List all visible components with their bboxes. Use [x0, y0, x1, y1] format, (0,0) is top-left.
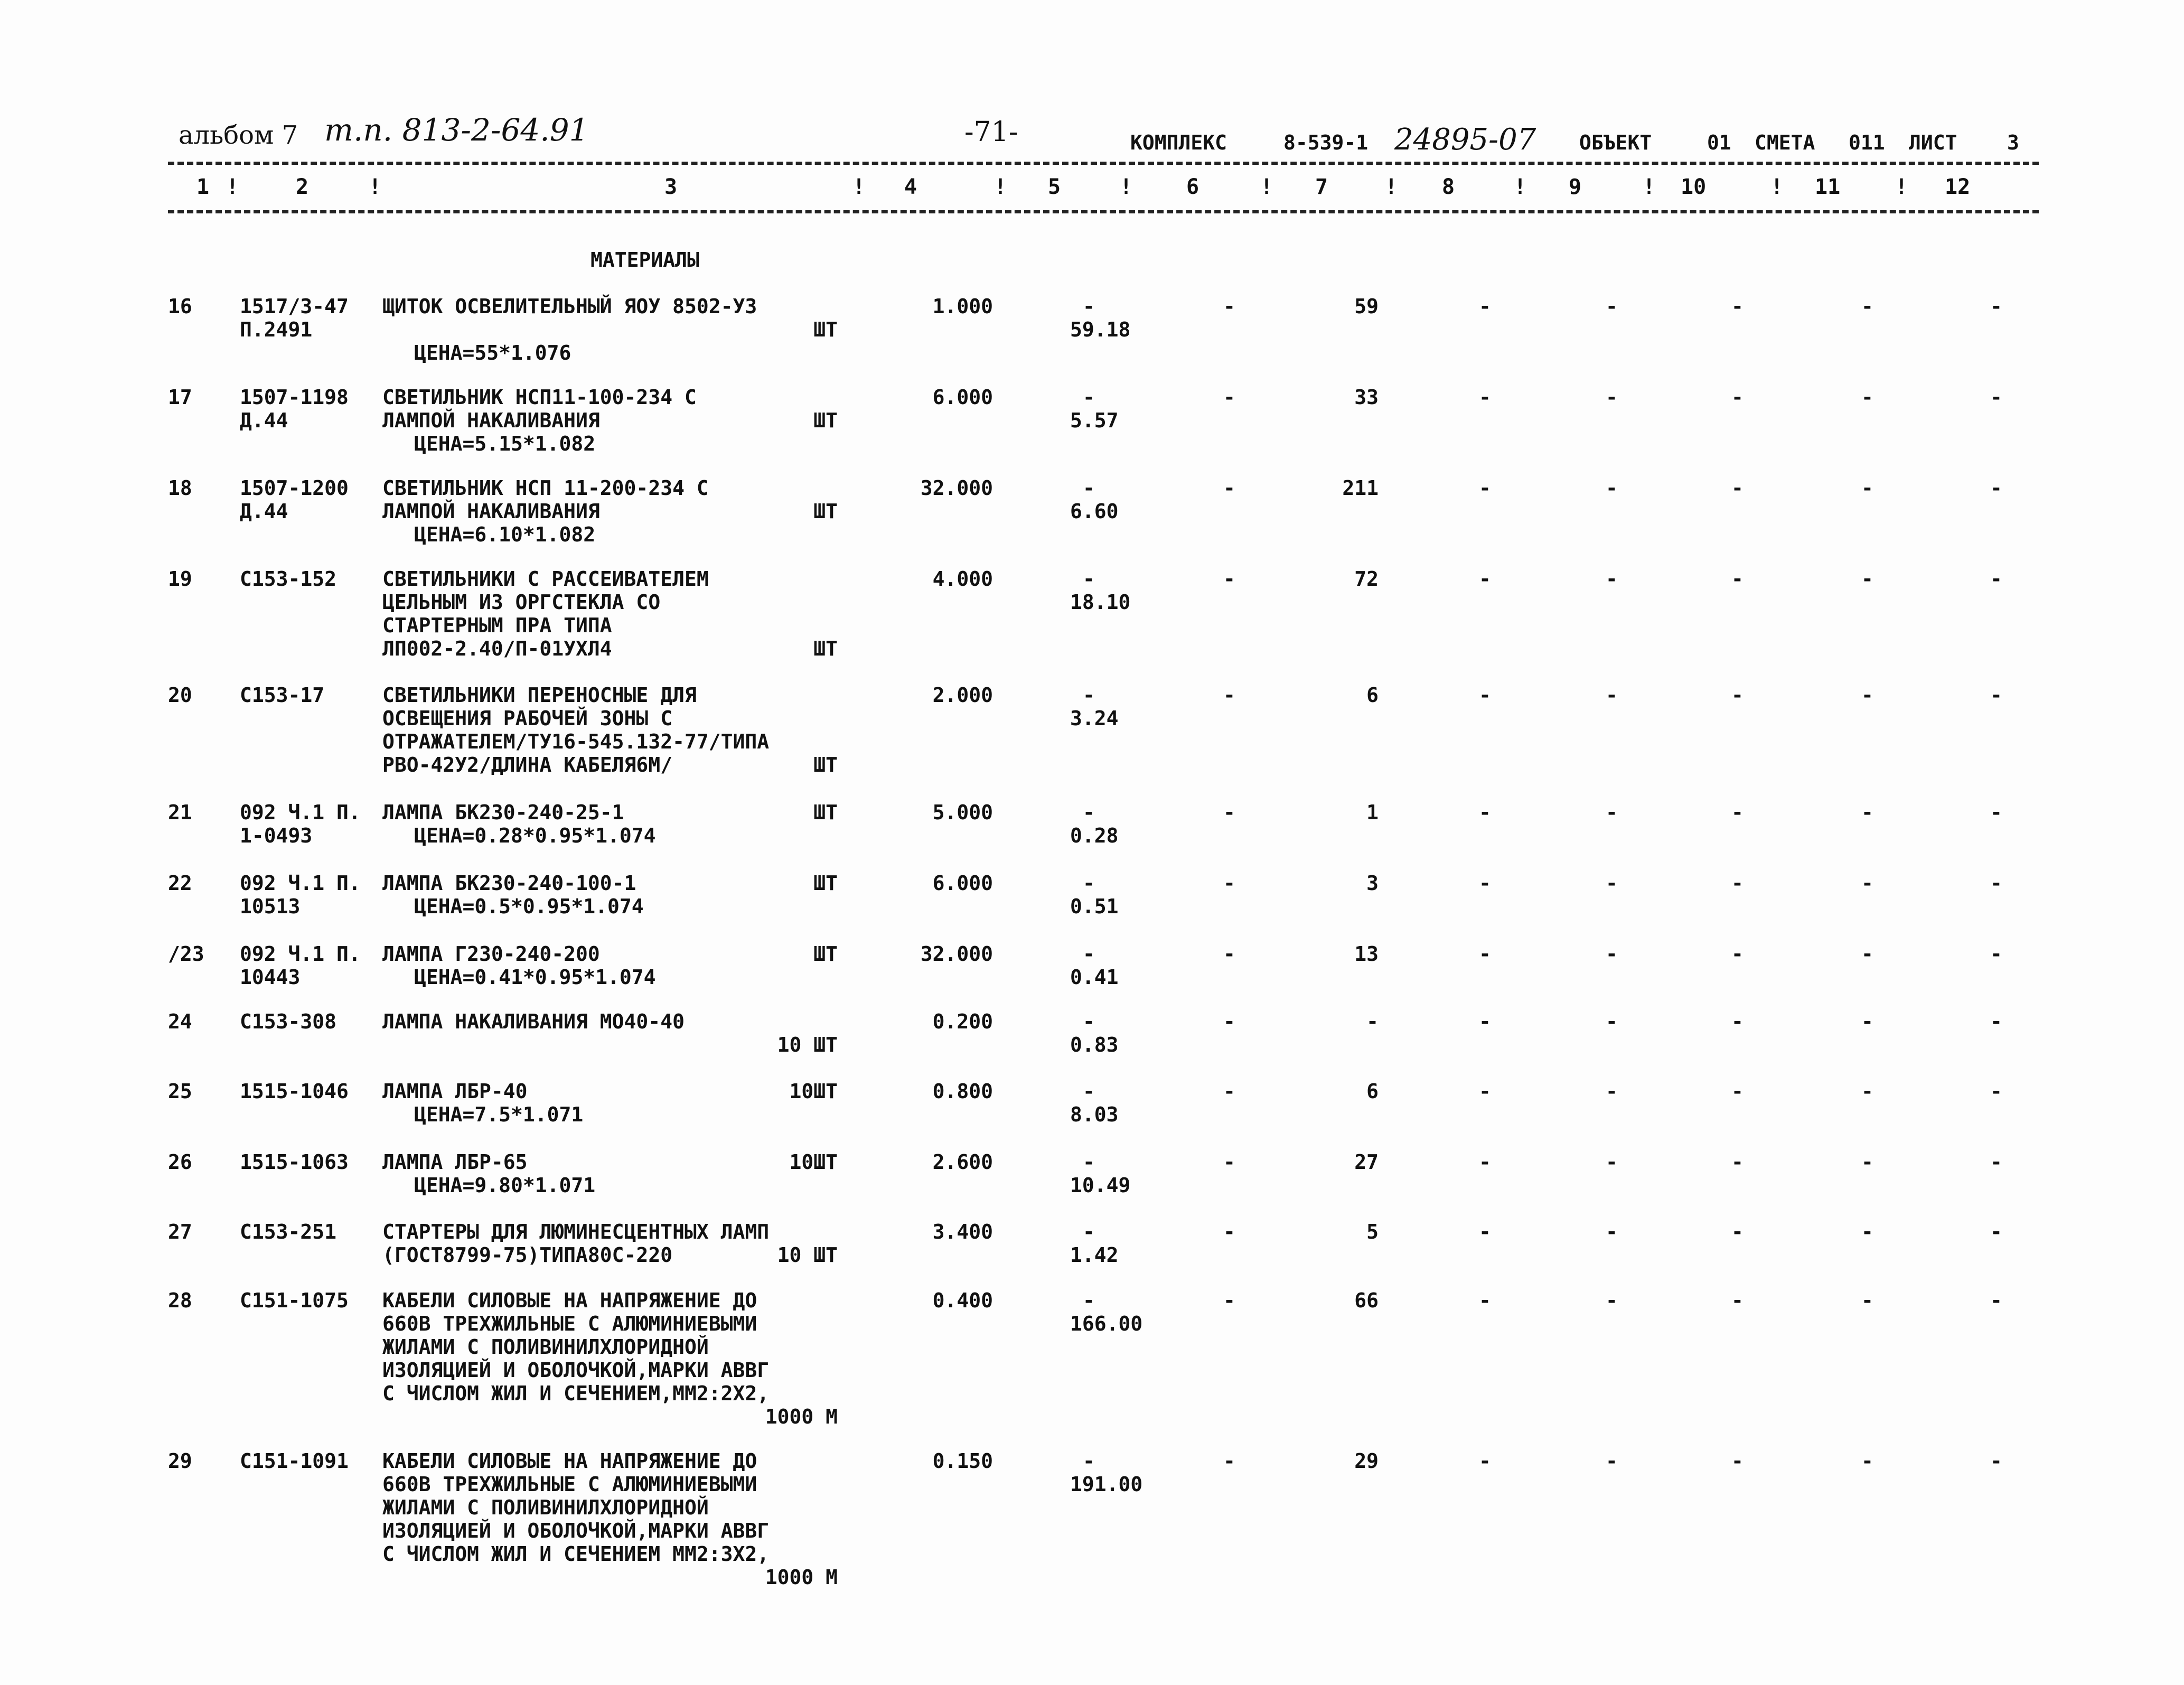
row-unit: 10 ШТ [777, 1033, 838, 1056]
col10-dash: - [1731, 1449, 1744, 1473]
row-description: СТАРТЕРЫ ДЛЯ ЛЮМИНЕСЦЕНТНЫХ ЛАМП [382, 1220, 770, 1243]
row-code: 1515-1063 [240, 1150, 349, 1174]
col6-dash: - [1223, 1220, 1235, 1243]
col11-dash: - [1861, 1080, 1873, 1103]
col9-dash: - [1606, 567, 1618, 591]
row-code: 092 Ч.1 П. [240, 801, 361, 824]
row-unit: 10ШТ [789, 1150, 838, 1174]
row-quantity: 3.400 [932, 1220, 993, 1243]
column-separator: ! [226, 175, 239, 199]
col9-dash: - [1606, 872, 1618, 895]
row-code: С151-1091 [240, 1449, 349, 1473]
row-description: ЛАМПА Г230-240-200 [382, 942, 600, 966]
row-number: 17 [168, 386, 192, 409]
row-description: КАБЕЛИ СИЛОВЫЕ НА НАПРЯЖЕНИЕ ДО [382, 1289, 757, 1312]
row-description: ЦЕНА=5.15*1.082 [414, 432, 596, 455]
col11-dash: - [1861, 295, 1873, 318]
col8-dash: - [1479, 942, 1491, 966]
row-unit: ШТ [813, 942, 838, 966]
row-quantity: 2.000 [932, 684, 993, 707]
col9-dash: - [1606, 801, 1618, 824]
column-number: 11 [1815, 175, 1841, 199]
row-description: ЦЕНА=0.28*0.95*1.074 [414, 824, 656, 847]
col8-dash: - [1479, 1010, 1491, 1033]
col9-dash: - [1606, 386, 1618, 409]
row-description: (ГОСТ8799-75)ТИПА80С-220 [382, 1243, 673, 1267]
col10-dash: - [1731, 1150, 1744, 1174]
row-description: ЦЕНА=6.10*1.082 [414, 523, 596, 546]
row-description: СВЕТИЛЬНИКИ С РАССЕИВАТЕЛЕМ [382, 567, 709, 591]
col10-dash: - [1731, 1289, 1744, 1312]
col6-dash: - [1223, 476, 1235, 500]
col6-dash: - [1223, 1080, 1235, 1103]
row-quantity: 2.600 [932, 1150, 993, 1174]
row-description: ИЗОЛЯЦИЕЙ И ОБОЛОЧКОЙ,МАРКИ АВВГ [382, 1519, 770, 1542]
row-unit: ШТ [813, 872, 838, 895]
row-number: 16 [168, 295, 192, 318]
row-price: 191.00 [1070, 1473, 1143, 1496]
col11-dash: - [1861, 476, 1873, 500]
col6-dash: - [1223, 567, 1235, 591]
row-unit: 10 ШТ [777, 1243, 838, 1267]
col6-dash: - [1223, 295, 1235, 318]
col9-dash: - [1606, 1220, 1618, 1243]
col11-dash: - [1861, 1220, 1873, 1243]
row-quantity: 0.150 [932, 1449, 993, 1473]
tp-code: т.п. 813-2-64.91 [324, 112, 589, 148]
row-price: 0.51 [1070, 895, 1119, 918]
row-description: СВЕТИЛЬНИК НСП 11-200-234 С [382, 476, 709, 500]
row-description: ЦЕНА=0.41*0.95*1.074 [414, 966, 656, 989]
col8-dash: - [1479, 1289, 1491, 1312]
col5-dash: - [1083, 1289, 1095, 1312]
row-cost: 59 [1354, 295, 1379, 318]
complex-handwritten-code: 24895-07 [1394, 123, 1536, 157]
col10-dash: - [1731, 1220, 1744, 1243]
row-description: ЛАМПА НАКАЛИВАНИЯ МО40-40 [382, 1010, 685, 1033]
row-unit: ШТ [813, 753, 838, 776]
col5-dash: - [1083, 1080, 1095, 1103]
row-code: 1-0493 [240, 824, 313, 847]
column-number: 5 [1048, 175, 1061, 199]
col8-dash: - [1479, 1080, 1491, 1103]
row-description: ИЗОЛЯЦИЕЙ И ОБОЛОЧКОЙ,МАРКИ АВВГ [382, 1359, 770, 1382]
col5-dash: - [1083, 386, 1095, 409]
col5-dash: - [1083, 942, 1095, 966]
row-description: ЛАМПОЙ НАКАЛИВАНИЯ [382, 500, 600, 523]
estimate-number: 011 [1849, 131, 1885, 154]
column-number: 8 [1442, 175, 1455, 199]
column-separator: ! [1514, 175, 1527, 199]
row-cost: 1 [1366, 801, 1379, 824]
row-code: Д.44 [240, 500, 288, 523]
col9-dash: - [1606, 942, 1618, 966]
sheet-label: ЛИСТ [1909, 131, 1957, 154]
row-code: С153-17 [240, 684, 325, 707]
column-number: 10 [1681, 175, 1707, 199]
row-description: ЛП002-2.40/П-01УХЛ4 [382, 637, 612, 660]
column-separator: ! [1643, 175, 1656, 199]
row-cost: 27 [1354, 1150, 1379, 1174]
row-description: 660В ТРЕХЖИЛЬНЫЕ С АЛЮМИНИЕВЫМИ [382, 1473, 757, 1496]
row-code: Д.44 [240, 409, 288, 432]
row-description: 660В ТРЕХЖИЛЬНЫЕ С АЛЮМИНИЕВЫМИ [382, 1312, 757, 1335]
object-number: 01 [1707, 131, 1731, 154]
row-quantity: 0.400 [932, 1289, 993, 1312]
col5-dash: - [1083, 295, 1095, 318]
col6-dash: - [1223, 1289, 1235, 1312]
row-number: 18 [168, 476, 192, 500]
row-description: ОТРАЖАТЕЛЕМ/ТУ16-545.132-77/ТИПА [382, 730, 770, 753]
row-description: ЛАМПА ЛБР-65 [382, 1150, 528, 1174]
col12-dash: - [1990, 567, 2002, 591]
col8-dash: - [1479, 567, 1491, 591]
row-price: 0.41 [1070, 966, 1119, 989]
col10-dash: - [1731, 386, 1744, 409]
row-number: 22 [168, 872, 192, 895]
col10-dash: - [1731, 476, 1744, 500]
col10-dash: - [1731, 801, 1744, 824]
col11-dash: - [1861, 942, 1873, 966]
row-description: ЛАМПОЙ НАКАЛИВАНИЯ [382, 409, 600, 432]
col5-dash: - [1083, 801, 1095, 824]
col8-dash: - [1479, 476, 1491, 500]
col5-dash: - [1083, 1449, 1095, 1473]
col10-dash: - [1731, 567, 1744, 591]
row-cost: 211 [1342, 476, 1379, 500]
col11-dash: - [1861, 567, 1873, 591]
col9-dash: - [1606, 1150, 1618, 1174]
row-cost: 66 [1354, 1289, 1379, 1312]
col12-dash: - [1990, 1010, 2002, 1033]
row-unit: 10ШТ [789, 1080, 838, 1103]
col10-dash: - [1731, 295, 1744, 318]
col6-dash: - [1223, 942, 1235, 966]
column-number: 9 [1569, 175, 1582, 199]
row-code: С151-1075 [240, 1289, 349, 1312]
col9-dash: - [1606, 684, 1618, 707]
row-description: СТАРТЕРНЫМ ПРА ТИПА [382, 614, 612, 637]
row-unit: 1000 М [765, 1405, 838, 1428]
col12-dash: - [1990, 386, 2002, 409]
row-unit: ШТ [813, 500, 838, 523]
row-code: 1507-1200 [240, 476, 349, 500]
col8-dash: - [1479, 872, 1491, 895]
row-number: 24 [168, 1010, 192, 1033]
col10-dash: - [1731, 942, 1744, 966]
col9-dash: - [1606, 295, 1618, 318]
row-description: СВЕТИЛЬНИКИ ПЕРЕНОСНЫЕ ДЛЯ [382, 684, 697, 707]
row-price: 10.49 [1070, 1174, 1131, 1197]
column-number: 6 [1186, 175, 1199, 199]
col12-dash: - [1990, 1150, 2002, 1174]
row-number: 28 [168, 1289, 192, 1312]
column-separator: ! [1385, 175, 1398, 199]
row-description: КАБЕЛИ СИЛОВЫЕ НА НАПРЯЖЕНИЕ ДО [382, 1449, 757, 1473]
col6-dash: - [1223, 872, 1235, 895]
column-separator: ! [852, 175, 866, 199]
row-description: ЦЕНА=55*1.076 [414, 341, 571, 364]
col8-dash: - [1479, 1449, 1491, 1473]
col5-dash: - [1083, 567, 1095, 591]
col10-dash: - [1731, 872, 1744, 895]
col6-dash: - [1223, 801, 1235, 824]
row-quantity: 32.000 [920, 476, 993, 500]
row-price: 1.42 [1070, 1243, 1119, 1267]
row-code: 092 Ч.1 П. [240, 872, 361, 895]
row-quantity: 6.000 [932, 872, 993, 895]
complex-code: 8-539-1 [1283, 131, 1368, 154]
col12-dash: - [1990, 1449, 2002, 1473]
col5-dash: - [1083, 872, 1095, 895]
col12-dash: - [1990, 942, 2002, 966]
row-unit: 1000 М [765, 1566, 838, 1589]
column-number: 3 [664, 175, 678, 199]
row-cost: 72 [1354, 567, 1379, 591]
row-code: С153-251 [240, 1220, 337, 1243]
row-price: 5.57 [1070, 409, 1119, 432]
row-description: ЦЕНА=7.5*1.071 [414, 1103, 584, 1126]
row-description: СВЕТИЛЬНИК НСП11-100-234 С [382, 386, 697, 409]
column-number: 2 [296, 175, 309, 199]
column-separator: ! [1120, 175, 1133, 199]
row-description: РВО-42У2/ДЛИНА КАБЕЛЯ6М/ [382, 753, 673, 776]
row-code: П.2491 [240, 318, 313, 341]
row-description: ЖИЛАМИ С ПОЛИВИНИЛХЛОРИДНОЙ [382, 1496, 709, 1519]
row-unit: ШТ [813, 801, 838, 824]
row-description: ОСВЕЩЕНИЯ РАБОЧЕЙ ЗОНЫ С [382, 707, 673, 730]
header-top-rule [168, 162, 2039, 165]
col9-dash: - [1606, 476, 1618, 500]
col5-dash: - [1083, 476, 1095, 500]
row-description: ЛАМПА БК230-240-25-1 [382, 801, 624, 824]
col11-dash: - [1861, 1289, 1873, 1312]
column-separator: ! [369, 175, 382, 199]
row-cost: 6 [1366, 1080, 1379, 1103]
row-price: 0.28 [1070, 824, 1119, 847]
col12-dash: - [1990, 1080, 2002, 1103]
row-unit: ШТ [813, 637, 838, 660]
row-quantity: 32.000 [920, 942, 993, 966]
col8-dash: - [1479, 386, 1491, 409]
row-price: 0.83 [1070, 1033, 1119, 1056]
row-description: ЖИЛАМИ С ПОЛИВИНИЛХЛОРИДНОЙ [382, 1335, 709, 1359]
section-title: МАТЕРИАЛЫ [590, 248, 699, 272]
col10-dash: - [1731, 1080, 1744, 1103]
row-quantity: 1.000 [932, 295, 993, 318]
col5-dash: - [1083, 1010, 1095, 1033]
row-quantity: 4.000 [932, 567, 993, 591]
row-code: 092 Ч.1 П. [240, 942, 361, 966]
row-code: 1515-1046 [240, 1080, 349, 1103]
row-price: 59.18 [1070, 318, 1131, 341]
page-number: -71- [964, 116, 1018, 148]
row-cost: 5 [1366, 1220, 1379, 1243]
row-description: ЦЕНА=0.5*0.95*1.074 [414, 895, 644, 918]
col6-dash: - [1223, 684, 1235, 707]
col11-dash: - [1861, 386, 1873, 409]
row-description: ЛАМПА БК230-240-100-1 [382, 872, 636, 895]
row-code: 10513 [240, 895, 301, 918]
estimate-label: СМЕТА [1755, 131, 1815, 154]
column-separator: ! [1770, 175, 1784, 199]
col10-dash: - [1731, 684, 1744, 707]
col12-dash: - [1990, 1289, 2002, 1312]
col9-dash: - [1606, 1449, 1618, 1473]
col12-dash: - [1990, 476, 2002, 500]
row-number: /23 [168, 942, 204, 966]
col8-dash: - [1479, 801, 1491, 824]
col12-dash: - [1990, 684, 2002, 707]
column-separator: ! [994, 175, 1007, 199]
row-code: С153-152 [240, 567, 337, 591]
row-unit: ШТ [813, 318, 838, 341]
col8-dash: - [1479, 295, 1491, 318]
col5-dash: - [1083, 1220, 1095, 1243]
row-cost: 6 [1366, 684, 1379, 707]
header-bottom-rule [168, 210, 2039, 213]
row-cost: 33 [1354, 386, 1379, 409]
row-description: С ЧИСЛОМ ЖИЛ И СЕЧЕНИЕМ,ММ2:2Х2, [382, 1382, 770, 1405]
row-cost: 13 [1354, 942, 1379, 966]
column-separator: ! [1895, 175, 1908, 199]
column-number: 4 [904, 175, 917, 199]
col8-dash: - [1479, 1220, 1491, 1243]
col6-dash: - [1223, 1449, 1235, 1473]
row-description: ЩИТОК ОСВЕЛИТЕЛЬНЫЙ ЯОУ 8502-УЗ [382, 295, 757, 318]
col11-dash: - [1861, 801, 1873, 824]
col11-dash: - [1861, 1150, 1873, 1174]
album-label: альбом 7 [179, 120, 298, 150]
row-number: 27 [168, 1220, 192, 1243]
col5-dash: - [1083, 1150, 1095, 1174]
row-number: 29 [168, 1449, 192, 1473]
col5-dash: - [1083, 684, 1095, 707]
row-cost: - [1366, 1010, 1379, 1033]
col12-dash: - [1990, 872, 2002, 895]
row-price: 166.00 [1070, 1312, 1143, 1335]
row-price: 18.10 [1070, 591, 1131, 614]
row-description: С ЧИСЛОМ ЖИЛ И СЕЧЕНИЕМ ММ2:3Х2, [382, 1542, 770, 1566]
col10-dash: - [1731, 1010, 1744, 1033]
column-number: 12 [1945, 175, 1971, 199]
row-price: 8.03 [1070, 1103, 1119, 1126]
col6-dash: - [1223, 1150, 1235, 1174]
col9-dash: - [1606, 1010, 1618, 1033]
row-description: ЦЕНА=9.80*1.071 [414, 1174, 596, 1197]
col8-dash: - [1479, 1150, 1491, 1174]
col11-dash: - [1861, 1449, 1873, 1473]
row-cost: 3 [1366, 872, 1379, 895]
col12-dash: - [1990, 801, 2002, 824]
col6-dash: - [1223, 1010, 1235, 1033]
column-separator: ! [1260, 175, 1273, 199]
row-number: 26 [168, 1150, 192, 1174]
object-label: ОБЪЕКТ [1579, 131, 1652, 154]
row-cost: 29 [1354, 1449, 1379, 1473]
col8-dash: - [1479, 684, 1491, 707]
row-number: 21 [168, 801, 192, 824]
row-code: 10443 [240, 966, 301, 989]
row-description: ЦЕЛЬНЫМ ИЗ ОРГСТЕКЛА СО [382, 591, 661, 614]
row-quantity: 0.800 [932, 1080, 993, 1103]
row-description: ЛАМПА ЛБР-40 [382, 1080, 528, 1103]
col9-dash: - [1606, 1289, 1618, 1312]
row-quantity: 6.000 [932, 386, 993, 409]
col11-dash: - [1861, 1010, 1873, 1033]
row-number: 25 [168, 1080, 192, 1103]
row-price: 6.60 [1070, 500, 1119, 523]
col11-dash: - [1861, 684, 1873, 707]
row-unit: ШТ [813, 409, 838, 432]
col11-dash: - [1861, 872, 1873, 895]
row-price: 3.24 [1070, 707, 1119, 730]
row-code: 1507-1198 [240, 386, 349, 409]
column-number: 7 [1315, 175, 1328, 199]
col6-dash: - [1223, 386, 1235, 409]
col12-dash: - [1990, 295, 2002, 318]
sheet-number: 3 [2007, 131, 2019, 154]
row-quantity: 0.200 [932, 1010, 993, 1033]
row-number: 20 [168, 684, 192, 707]
col12-dash: - [1990, 1220, 2002, 1243]
row-number: 19 [168, 567, 192, 591]
row-code: 1517/3-47 [240, 295, 349, 318]
row-quantity: 5.000 [932, 801, 993, 824]
col9-dash: - [1606, 1080, 1618, 1103]
complex-label: КОМПЛЕКС [1130, 131, 1227, 154]
column-number: 1 [196, 175, 210, 199]
row-code: С153-308 [240, 1010, 337, 1033]
